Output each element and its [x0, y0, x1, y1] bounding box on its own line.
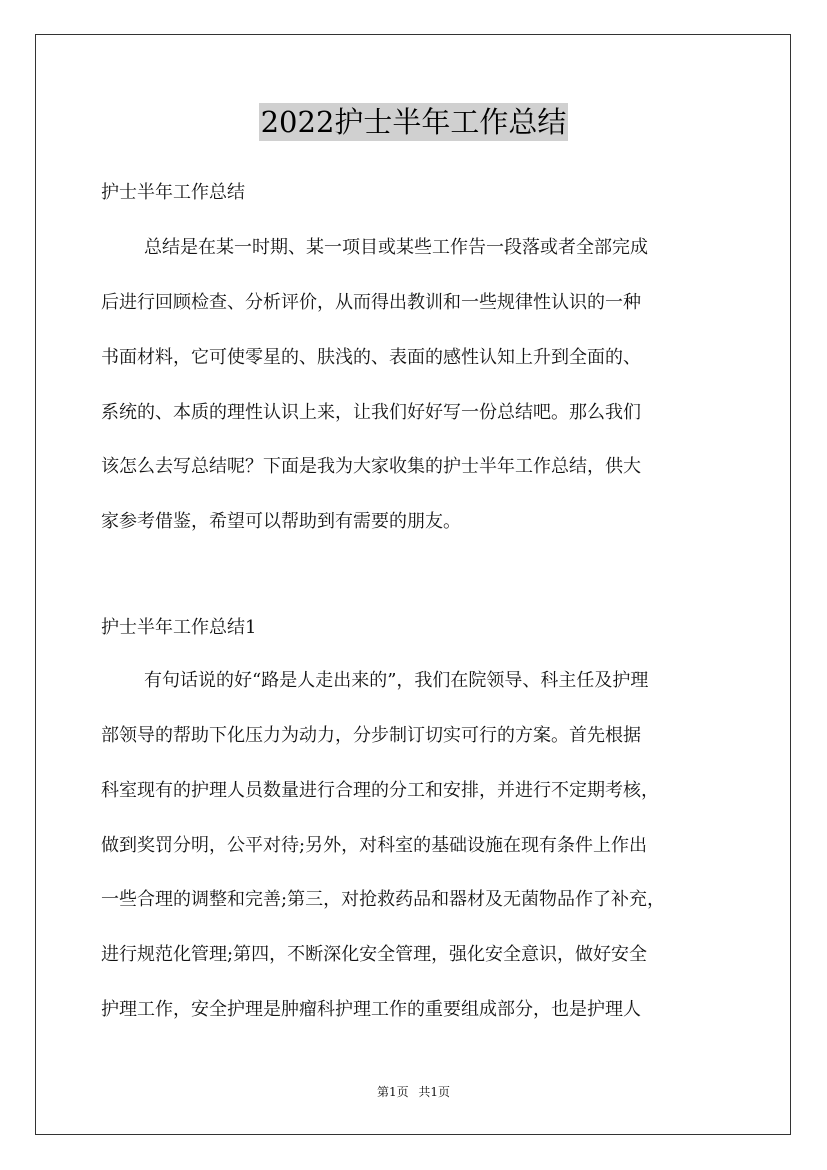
paragraph-line: 后进行回顾检查、分析评价，从而得出教训和一些规律性认识的一种 — [101, 292, 641, 313]
page-footer — [0, 1084, 827, 1100]
paragraph-line: 该怎么去写总结呢？下面是我为大家收集的护士半年工作总结，供大 — [101, 456, 641, 477]
paragraph-line: 科室现有的护理人员数量进行合理的分工和安排，并进行不定期考核， — [101, 780, 659, 801]
paragraph-line: 书面材料，它可使零星的、肤浅的、表面的感性认知上升到全面的、 — [101, 347, 641, 368]
paragraph-line: 总结是在某一时期、某一项目或某些工作告一段落或者全部完成 — [144, 237, 648, 258]
page-number-current: 第1页 — [376, 1085, 409, 1099]
section-heading: 护士半年工作总结1 — [101, 617, 257, 638]
paragraph-line: 进行规范化管理;第四，不断深化安全管理，强化安全意识，做好安全 — [101, 944, 648, 965]
paragraph-line: 有句话说的好“路是人走出来的”，我们在院领导、科主任及护理 — [144, 670, 649, 691]
paragraph-line: 做到奖罚分明，公平对待;另外，对科室的基础设施在现有条件上作出 — [101, 835, 648, 856]
paragraph-line: 部领导的帮助下化压力为动力，分步制订切实可行的方案。首先根据 — [101, 725, 641, 746]
page-number-total: 共1页 — [418, 1085, 451, 1099]
title-wrapper — [0, 103, 827, 141]
paragraph-line: 护理工作，安全护理是肿瘤科护理工作的重要组成部分，也是护理人 — [101, 999, 641, 1020]
intro-heading: 护士半年工作总结 — [101, 182, 245, 203]
document-title: 2022护士半年工作总结 — [260, 105, 567, 139]
paragraph-line: 家参考借鉴，希望可以帮助到有需要的朋友。 — [101, 511, 461, 532]
paragraph-line: 一些合理的调整和完善;第三，对抢救药品和器材及无菌物品作了补充， — [101, 889, 666, 910]
paragraph-line: 系统的、本质的理性认识上来，让我们好好写一份总结吧。那么我们 — [101, 402, 641, 423]
